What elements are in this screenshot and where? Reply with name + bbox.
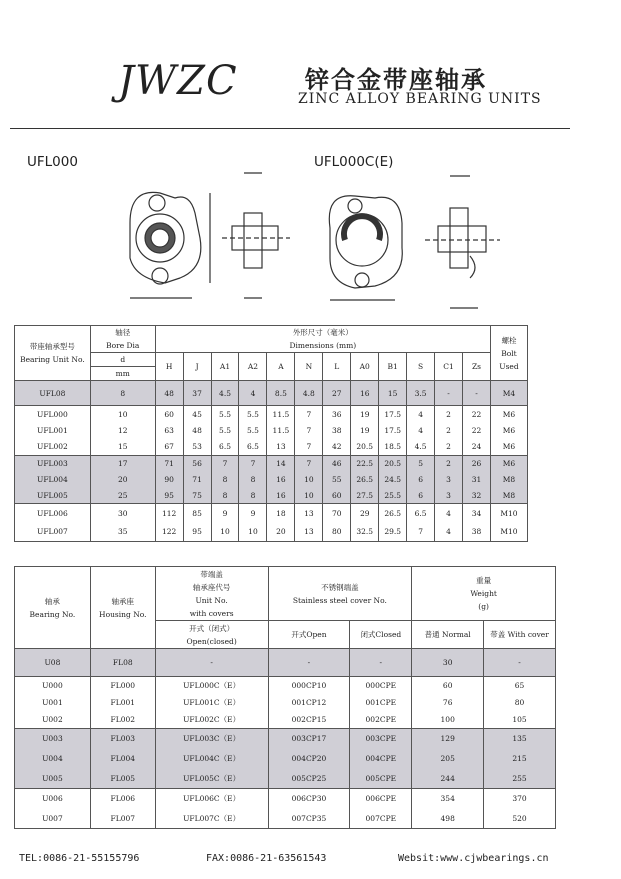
table-cell: 5.5 <box>211 422 239 439</box>
th-unit2-cn1: 带端盖 <box>200 569 223 579</box>
th-dims-en: Dimensions (mm) <box>289 341 357 350</box>
table-cell: 006CPE <box>350 788 412 808</box>
th-d: d <box>90 353 155 367</box>
table-cell: FL002 <box>90 711 155 728</box>
footer-tel: TEL:0086-21-55155796 <box>19 853 140 864</box>
th-bolt-cn: 螺栓 <box>501 335 517 345</box>
bearing-drawings <box>0 168 621 320</box>
page-title-en: ZINC ALLOY BEARING UNITS <box>298 91 542 107</box>
table-cell: 7 <box>295 455 323 471</box>
th-weight-cn: 重量 <box>476 576 492 585</box>
table-cell: 10 <box>295 471 323 487</box>
table-cell: 71 <box>155 455 183 471</box>
table-cell: 80 <box>484 694 556 711</box>
th-mm: mm <box>90 367 155 381</box>
table-cell: 90 <box>155 471 183 487</box>
table-cell: 14 <box>267 455 295 471</box>
th-normal: 普通 Normal <box>412 621 484 649</box>
th-col: N <box>295 353 323 381</box>
table-cell: UFL001C（E） <box>155 694 268 711</box>
table-cell: 20.5 <box>379 455 407 471</box>
table-cell: 122 <box>155 522 183 541</box>
table-row <box>15 748 556 768</box>
table-cell: FL000 <box>90 677 155 694</box>
table-cell: 32 <box>463 487 491 503</box>
th-open: 开式Open <box>268 621 350 649</box>
brand-logo: JWZC <box>118 58 238 104</box>
table-cell: 55 <box>323 471 351 487</box>
table-cell: 15 <box>90 439 155 456</box>
table-cell: 20 <box>267 522 295 541</box>
table-cell: 205 <box>412 748 484 768</box>
table-cell: UFL007C（E） <box>155 808 268 828</box>
page-title-cn: 锌合金带座轴承 <box>305 66 487 94</box>
table-cell: 38 <box>323 422 351 439</box>
table-cell: UFL004 <box>15 471 91 487</box>
table-cell: 001CP12 <box>268 694 350 711</box>
table-cell: U003 <box>15 728 91 748</box>
table-cell: 95 <box>183 522 211 541</box>
th-bore-en: Bore Dia <box>106 341 140 350</box>
table-row <box>15 694 556 711</box>
table-cell: 8 <box>211 471 239 487</box>
table-cell: 16 <box>351 381 379 406</box>
table-cell: 135 <box>484 728 556 748</box>
table-cell: 11.5 <box>267 422 295 439</box>
th-unit-cn: 带座轴承型号 <box>29 342 75 351</box>
th-housing-en: Housing No. <box>99 609 147 619</box>
table-cell: 2 <box>435 439 463 456</box>
table-cell: 11.5 <box>267 406 295 423</box>
table-cell: U004 <box>15 748 91 768</box>
header-divider <box>10 128 570 129</box>
th-ss-en: Stainless steel cover No. <box>292 595 387 605</box>
flange-front-view-right <box>329 196 402 300</box>
th-bolt-en: Bolt Used <box>499 348 519 371</box>
flange-side-view-right <box>425 176 500 308</box>
table-cell: 2 <box>435 406 463 423</box>
th-ss-cn: 不锈钢端盖 <box>321 582 359 592</box>
th-dims-cn: 外形尺寸（毫米） <box>292 328 353 337</box>
table-cell: UFL005C（E） <box>155 768 268 788</box>
table-cell: UFL007 <box>15 522 91 541</box>
table-row <box>15 788 556 808</box>
table-cell: 6 <box>407 471 435 487</box>
table-cell: - <box>435 381 463 406</box>
table-cell: UFL003 <box>15 455 91 471</box>
table-cell: 76 <box>412 694 484 711</box>
table-cell: 003CPE <box>350 728 412 748</box>
table-cell: M10 <box>490 503 527 522</box>
table-cell: 4.5 <box>211 381 239 406</box>
th-unit2-en1: Unit No. <box>195 595 228 605</box>
table-cell: 25 <box>90 487 155 503</box>
model-label-left: UFL000 <box>27 154 78 170</box>
table-cell: 8 <box>211 487 239 503</box>
table-cell: UFL002 <box>15 439 91 456</box>
table-cell: 24.5 <box>379 471 407 487</box>
table-cell: 22 <box>463 406 491 423</box>
table-cell: 004CPE <box>350 748 412 768</box>
table-cell: 85 <box>183 503 211 522</box>
table-cell: M6 <box>490 422 527 439</box>
table-cell: 38 <box>463 522 491 541</box>
table-cell: FL006 <box>90 788 155 808</box>
table-cell: 60 <box>323 487 351 503</box>
table-cell: 520 <box>484 808 556 828</box>
table-cell: 13 <box>295 522 323 541</box>
th-weight-en: Weight <box>470 589 497 598</box>
table-cell: 15 <box>379 381 407 406</box>
table-cell: 60 <box>412 677 484 694</box>
table-cell: 354 <box>412 788 484 808</box>
table-cell: 18 <box>267 503 295 522</box>
table-cell: - <box>268 649 350 677</box>
th-col: C1 <box>435 353 463 381</box>
table-cell: 105 <box>484 711 556 728</box>
table-cell: 17 <box>90 455 155 471</box>
table-cell: 10 <box>211 522 239 541</box>
table-cell: 30 <box>412 649 484 677</box>
table-cell: 27.5 <box>351 487 379 503</box>
dimensions-table <box>14 325 528 542</box>
th-weight-unit: (g) <box>478 602 489 611</box>
table-cell: 45 <box>183 406 211 423</box>
table-cell: 8 <box>239 487 267 503</box>
table-cell: FL003 <box>90 728 155 748</box>
table-cell: UFL002C（E） <box>155 711 268 728</box>
th-col: A0 <box>351 353 379 381</box>
table-cell: 60 <box>155 406 183 423</box>
table-cell: 4.8 <box>295 381 323 406</box>
table-cell: 32.5 <box>351 522 379 541</box>
table-cell: 37 <box>183 381 211 406</box>
th-withcover: 带盖 With cover <box>484 621 556 649</box>
table-cell: 10 <box>90 406 155 423</box>
footer-web: Websit:www.cjwbearings.cn <box>398 853 549 864</box>
table-cell: 004CP20 <box>268 748 350 768</box>
th-col: A2 <box>239 353 267 381</box>
th-unit2-en2: with covers <box>189 608 234 618</box>
th-col: J <box>183 353 211 381</box>
table-cell: 48 <box>183 422 211 439</box>
table-cell: 498 <box>412 808 484 828</box>
table-cell: 67 <box>155 439 183 456</box>
th-bearing-en: Bearing No. <box>29 609 76 619</box>
table-cell: 4.5 <box>407 439 435 456</box>
table-cell: UFL004C（E） <box>155 748 268 768</box>
table-cell: 6.5 <box>407 503 435 522</box>
table-cell: 007CP35 <box>268 808 350 828</box>
table-cell: 129 <box>412 728 484 748</box>
table-cell: U007 <box>15 808 91 828</box>
th-col: S <box>407 353 435 381</box>
table-cell: 370 <box>484 788 556 808</box>
table-row <box>15 439 528 456</box>
th-unit2-cn2: 轴承座代号 <box>192 582 231 592</box>
table-row <box>15 471 528 487</box>
table-cell: UFL005 <box>15 487 91 503</box>
table-row <box>15 728 556 748</box>
table-cell: FL001 <box>90 694 155 711</box>
table-cell: U002 <box>15 711 91 728</box>
th-bore-cn: 轴径 <box>115 328 131 337</box>
table-cell: 53 <box>183 439 211 456</box>
table-cell: 002CPE <box>350 711 412 728</box>
th-col: A1 <box>211 353 239 381</box>
table-cell: 112 <box>155 503 183 522</box>
th-col: A <box>267 353 295 381</box>
table-cell: 16 <box>267 471 295 487</box>
table-cell: 27 <box>323 381 351 406</box>
table-cell: 20 <box>90 471 155 487</box>
table-cell: U000 <box>15 677 91 694</box>
table-cell: 000CPE <box>350 677 412 694</box>
table-cell: 31 <box>463 471 491 487</box>
th-unit-en: Bearing Unit No. <box>20 355 85 364</box>
table-cell: U08 <box>15 649 91 677</box>
table-cell: 002CP15 <box>268 711 350 728</box>
table-cell: 8 <box>239 471 267 487</box>
table-cell: UFL006 <box>15 503 91 522</box>
table-cell: 5 <box>407 455 435 471</box>
table-cell: 4 <box>435 522 463 541</box>
table-row <box>15 808 556 828</box>
th-col: B1 <box>379 353 407 381</box>
table-cell: 22 <box>463 422 491 439</box>
table-cell: 17.5 <box>379 406 407 423</box>
table-cell: 24 <box>463 439 491 456</box>
table-row <box>15 649 556 677</box>
table-cell: 4 <box>407 422 435 439</box>
table-cell: 8.5 <box>267 381 295 406</box>
th-col: H <box>155 353 183 381</box>
table-cell: 25.5 <box>379 487 407 503</box>
table-cell: FL005 <box>90 768 155 788</box>
table-cell: 48 <box>155 381 183 406</box>
th-closed: 闭式Closed <box>350 621 412 649</box>
table-cell: 7 <box>295 439 323 456</box>
table-cell: 26.5 <box>379 503 407 522</box>
table-cell: 5.5 <box>239 406 267 423</box>
table-cell: 95 <box>155 487 183 503</box>
table-cell: 26.5 <box>351 471 379 487</box>
table-cell: U001 <box>15 694 91 711</box>
table-cell: UFL08 <box>15 381 91 406</box>
table-cell: 7 <box>295 422 323 439</box>
table-row <box>15 406 528 423</box>
table-cell: 75 <box>183 487 211 503</box>
table-cell: 63 <box>155 422 183 439</box>
table-cell: 80 <box>323 522 351 541</box>
weights-table <box>14 566 556 829</box>
table-cell: 26 <box>463 455 491 471</box>
table-cell: 244 <box>412 768 484 788</box>
table-cell: UFL000C（E） <box>155 677 268 694</box>
table-cell: 005CP25 <box>268 768 350 788</box>
table-cell: 56 <box>183 455 211 471</box>
table-cell: UFL000 <box>15 406 91 423</box>
table-row <box>15 455 528 471</box>
table-cell: 9 <box>211 503 239 522</box>
th-unit2-sub-en: Open(closed) <box>186 636 237 646</box>
table-cell: 3 <box>435 471 463 487</box>
table-cell: 8 <box>90 381 155 406</box>
table-cell: 13 <box>267 439 295 456</box>
table-cell: 42 <box>323 439 351 456</box>
table-cell: 70 <box>323 503 351 522</box>
table-cell: 100 <box>412 711 484 728</box>
table-cell: 2 <box>435 455 463 471</box>
th-unit2-sub-cn: 开式（闭式） <box>189 623 235 633</box>
table-cell: 19 <box>351 406 379 423</box>
table-row <box>15 503 528 522</box>
table-cell: 6 <box>407 487 435 503</box>
th-bearing-cn: 轴承 <box>44 596 60 606</box>
model-label-right: UFL000C(E) <box>314 154 394 170</box>
table-cell: 22.5 <box>351 455 379 471</box>
table-cell: FL08 <box>90 649 155 677</box>
table-cell: UFL001 <box>15 422 91 439</box>
table-cell: 007CPE <box>350 808 412 828</box>
table-cell: 10 <box>239 522 267 541</box>
th-col: Zs <box>463 353 491 381</box>
table-cell: M6 <box>490 455 527 471</box>
table-cell: 005CPE <box>350 768 412 788</box>
table-cell: 17.5 <box>379 422 407 439</box>
flange-front-view-left <box>130 192 210 298</box>
table-row <box>15 677 556 694</box>
table-cell: 46 <box>323 455 351 471</box>
table-cell: 16 <box>267 487 295 503</box>
th-col: L <box>323 353 351 381</box>
table-cell: 6.5 <box>239 439 267 456</box>
th-housing-cn: 轴承座 <box>111 596 135 606</box>
table-cell: 003CP17 <box>268 728 350 748</box>
table-cell: 7 <box>211 455 239 471</box>
table-cell: 10 <box>295 487 323 503</box>
table-cell: 3 <box>435 487 463 503</box>
table-cell: 20.5 <box>351 439 379 456</box>
table-cell: M6 <box>490 439 527 456</box>
table-cell: 71 <box>183 471 211 487</box>
table-cell: FL007 <box>90 808 155 828</box>
table-cell: 4 <box>435 503 463 522</box>
table-cell: UFL006C（E） <box>155 788 268 808</box>
table-row <box>15 522 528 541</box>
table-cell: - <box>155 649 268 677</box>
table-cell: 18.5 <box>379 439 407 456</box>
table-cell: 4 <box>407 406 435 423</box>
table-cell: 65 <box>484 677 556 694</box>
table-cell: 006CP30 <box>268 788 350 808</box>
table-cell: 36 <box>323 406 351 423</box>
table-cell: 7 <box>295 406 323 423</box>
table-cell: 3.5 <box>407 381 435 406</box>
table-row <box>15 711 556 728</box>
table-cell: 001CPE <box>350 694 412 711</box>
table-cell: 29.5 <box>379 522 407 541</box>
table-cell: 7 <box>239 455 267 471</box>
table-cell: U005 <box>15 768 91 788</box>
table-row <box>15 487 528 503</box>
table-cell: 13 <box>295 503 323 522</box>
table-cell: M10 <box>490 522 527 541</box>
table-cell: FL004 <box>90 748 155 768</box>
table-cell: - <box>484 649 556 677</box>
table-cell: 9 <box>239 503 267 522</box>
table-cell: 7 <box>407 522 435 541</box>
table-row <box>15 768 556 788</box>
table-cell: 215 <box>484 748 556 768</box>
table-cell: 30 <box>90 503 155 522</box>
table-row <box>15 422 528 439</box>
table-cell: 35 <box>90 522 155 541</box>
table-cell: 12 <box>90 422 155 439</box>
table-cell: U006 <box>15 788 91 808</box>
table-cell: 19 <box>351 422 379 439</box>
flange-side-view-left <box>222 173 290 298</box>
footer-fax: FAX:0086-21-63561543 <box>206 853 327 864</box>
table-cell: M8 <box>490 471 527 487</box>
table-cell: 6.5 <box>211 439 239 456</box>
table-cell: 5.5 <box>211 406 239 423</box>
table-cell: 2 <box>435 422 463 439</box>
table-cell: 34 <box>463 503 491 522</box>
table-cell: - <box>350 649 412 677</box>
table-cell: 4 <box>239 381 267 406</box>
table-row <box>15 381 528 406</box>
table-cell: 000CP10 <box>268 677 350 694</box>
table-cell: M4 <box>490 381 527 406</box>
table-cell: 255 <box>484 768 556 788</box>
table-cell: M8 <box>490 487 527 503</box>
table-cell: 29 <box>351 503 379 522</box>
table-cell: UFL003C（E） <box>155 728 268 748</box>
table-cell: M6 <box>490 406 527 423</box>
table-cell: 5.5 <box>239 422 267 439</box>
table-cell: - <box>463 381 491 406</box>
